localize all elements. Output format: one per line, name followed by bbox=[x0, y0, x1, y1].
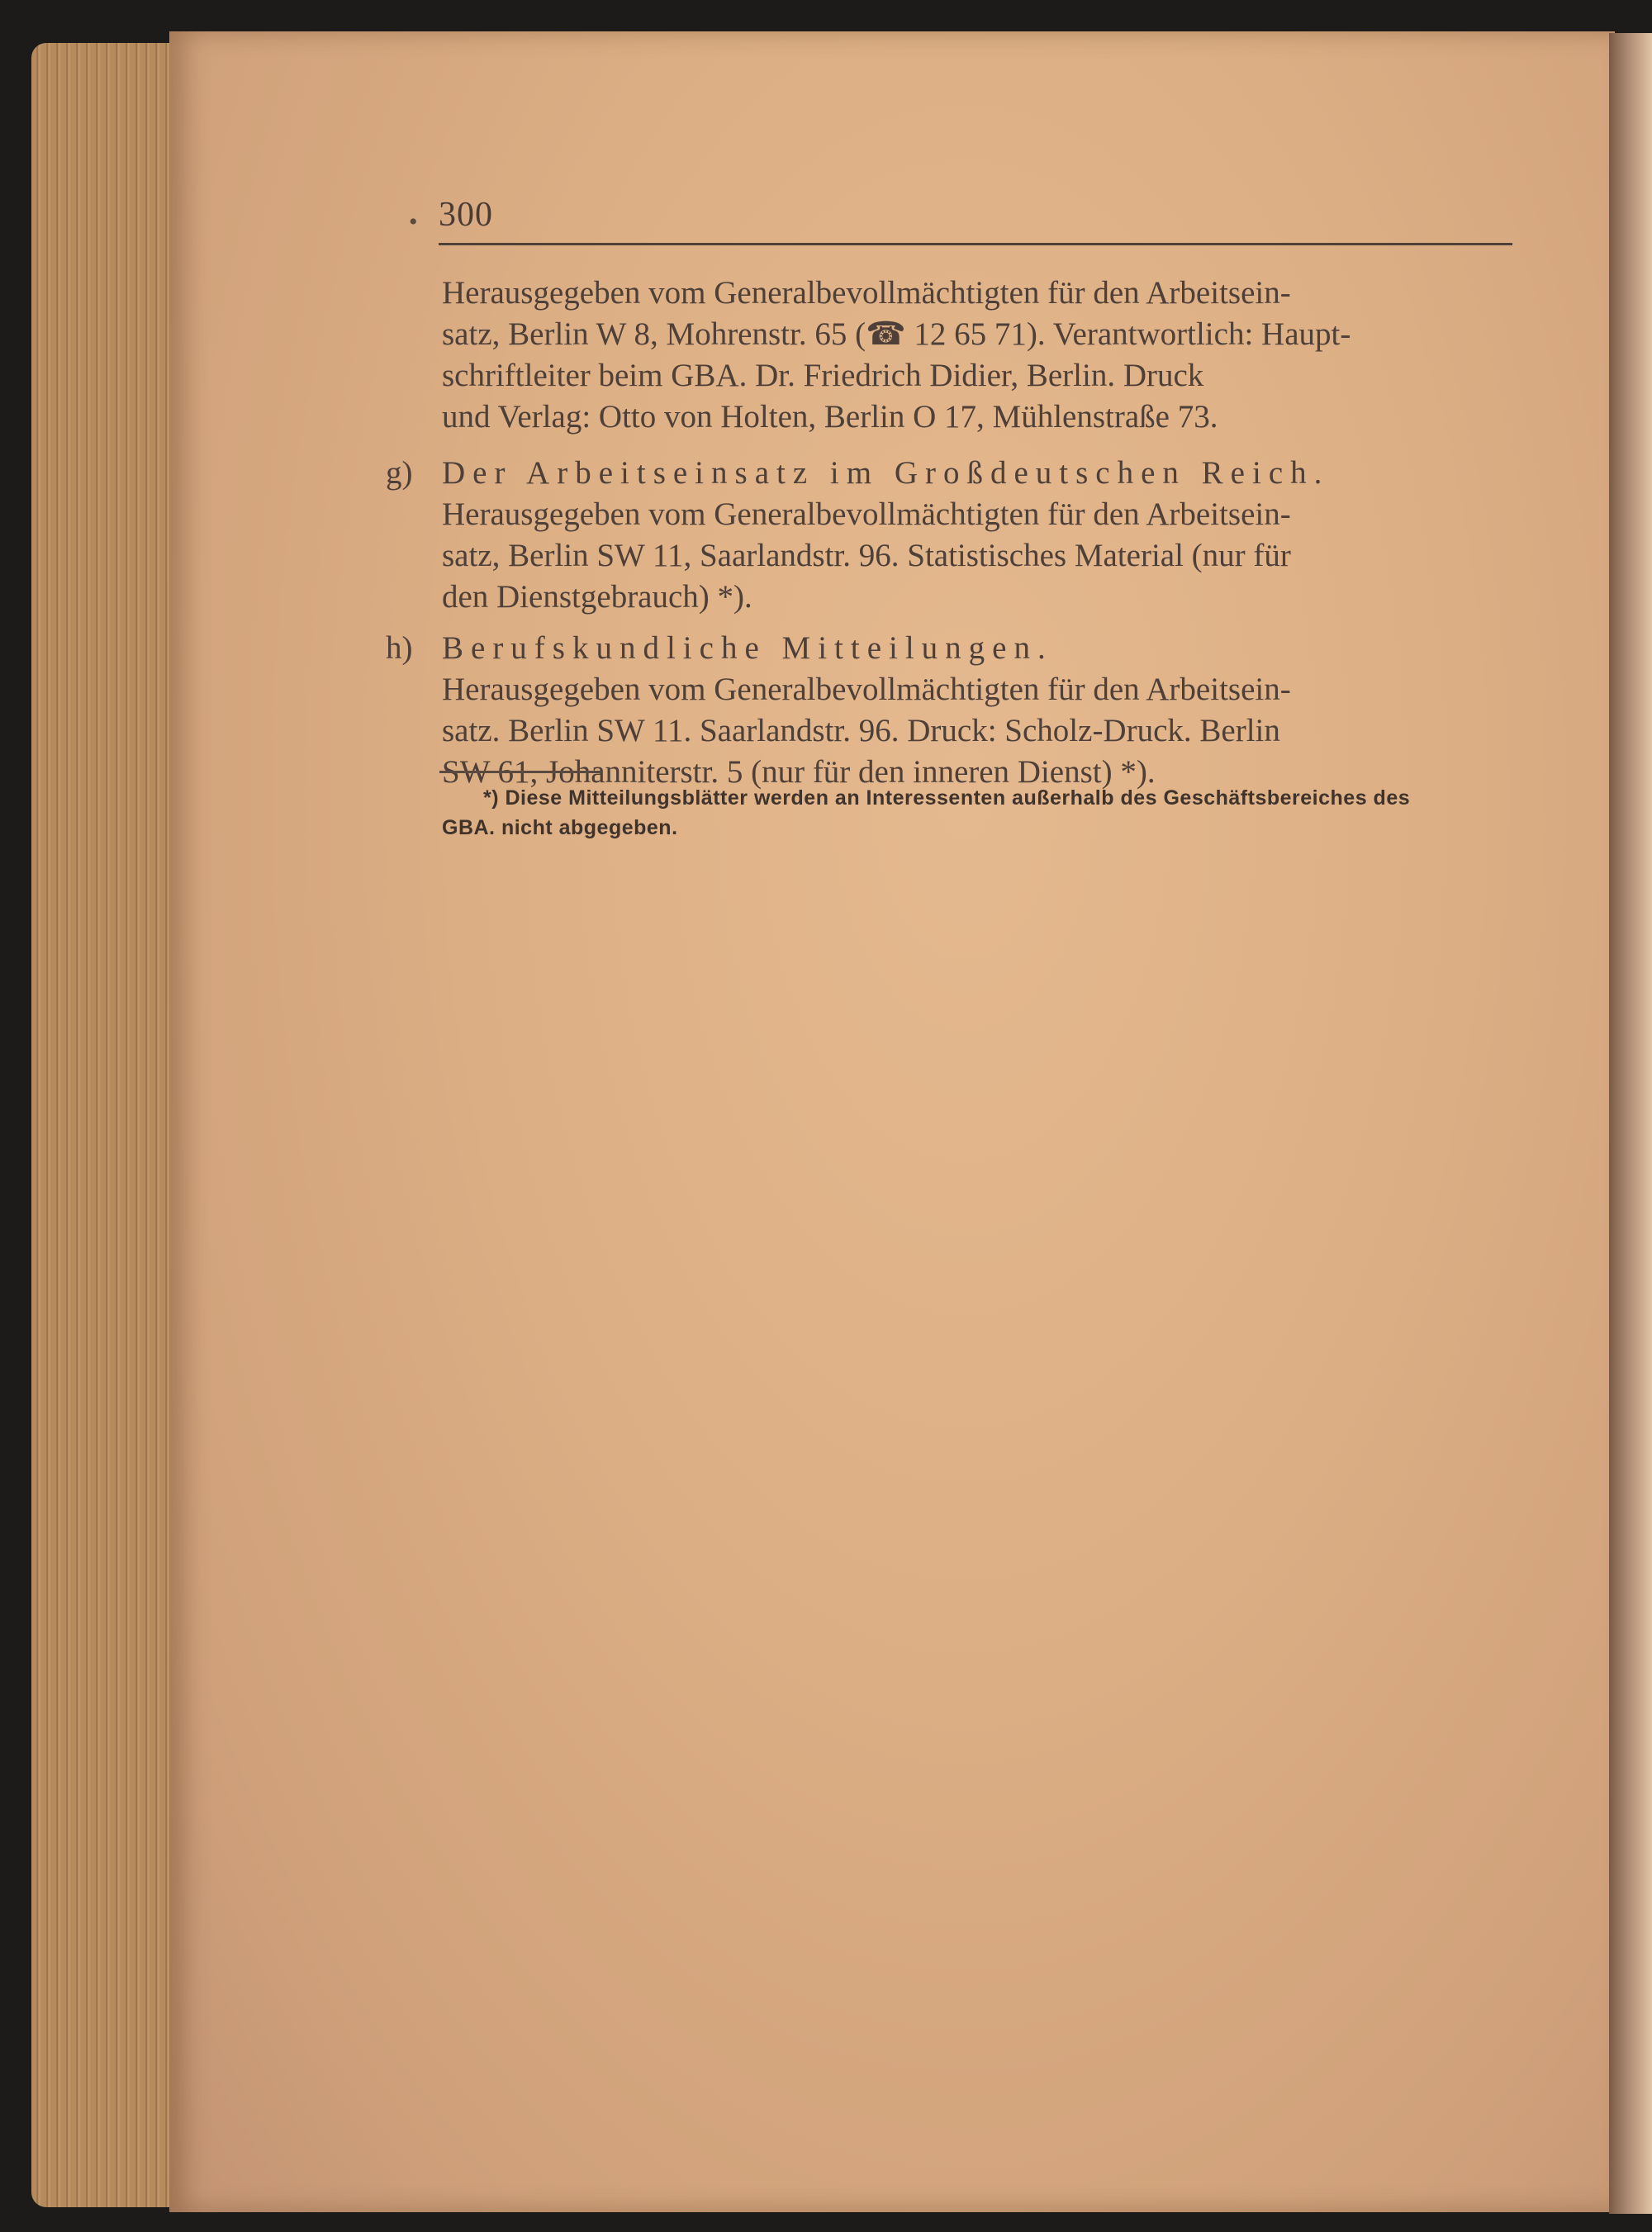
entry-label: h) bbox=[386, 630, 413, 666]
entry-title: Berufskundliche Mitteilungen. bbox=[442, 630, 1053, 666]
text-line: satz. Berlin SW 11. Saarlandstr. 96. Druck: Scholz-Druck. Berlin bbox=[442, 713, 1280, 748]
footnote-rule bbox=[439, 771, 601, 773]
footnote-line: *) Diese Mitteilungsblätter werden an Interessenten außerhalb des Geschäftsbereiches des bbox=[483, 786, 1411, 810]
continuation-paragraph bbox=[442, 273, 1524, 438]
text-line: schriftleiter beim GBA. Dr. Friedrich Didier, Berlin. Druck bbox=[442, 358, 1204, 393]
header-rule bbox=[439, 243, 1512, 245]
entry-label: g) bbox=[386, 455, 413, 491]
entry-h bbox=[386, 628, 1524, 793]
footnote-line: GBA. nicht abgegeben. bbox=[442, 816, 678, 839]
facing-page-edge bbox=[1609, 33, 1652, 2214]
page-header bbox=[409, 195, 1517, 245]
book-page-edges bbox=[31, 43, 172, 2207]
text-line: Herausgegeben vom Generalbevollmächtigten für den Arbeitsein- bbox=[442, 672, 1291, 707]
entry-title: Der Arbeitseinsatz im Großdeutschen Reich. bbox=[442, 455, 1330, 491]
footnote bbox=[442, 783, 1524, 843]
text-line: Herausgegeben vom Generalbevollmächtigten für den Arbeitsein- bbox=[442, 275, 1291, 311]
text-line: SW 61, Johanniterstr. 5 (nur für den inneren Dienst) *). bbox=[442, 754, 1156, 790]
text-line: und Verlag: Otto von Holten, Berlin O 17, Mühlenstraße 73. bbox=[442, 399, 1218, 435]
entry-g bbox=[386, 453, 1524, 618]
page-mark: • bbox=[409, 208, 418, 235]
page-number: 300 bbox=[439, 196, 493, 234]
entry-description bbox=[442, 669, 1524, 793]
body-text bbox=[386, 273, 1524, 803]
text-line: den Dienstgebrauch) *). bbox=[442, 579, 752, 615]
text-line: satz, Berlin W 8, Mohrenstr. 65 (☎ 12 65 71). Verantwortlich: Haupt- bbox=[442, 316, 1351, 352]
entry-description bbox=[442, 494, 1524, 618]
text-line: Herausgegeben vom Generalbevollmächtigten für den Arbeitsein- bbox=[442, 496, 1291, 532]
text-line: satz, Berlin SW 11, Saarlandstr. 96. Statistisches Material (nur für bbox=[442, 538, 1291, 573]
